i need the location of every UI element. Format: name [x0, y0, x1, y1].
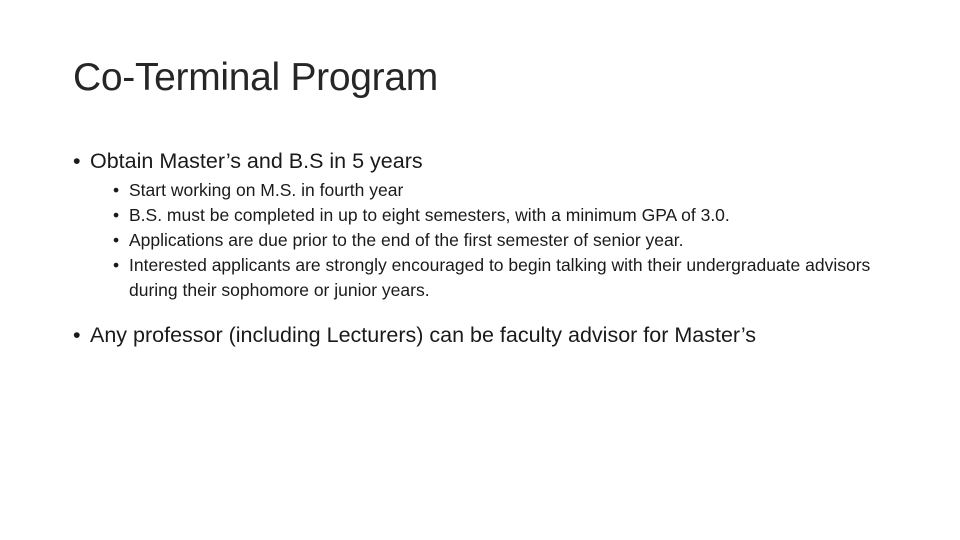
- bullet-point: [73, 146, 933, 176]
- bullet-icon: •: [73, 323, 81, 347]
- bullet-icon: •: [113, 180, 120, 200]
- bullet-icon: •: [113, 255, 120, 275]
- sub-bullet-text: Start working on M.S. in fourth year: [129, 180, 404, 200]
- slide-title: Co-Terminal Program: [73, 56, 438, 99]
- sub-bullet-text: B.S. must be completed in up to eight semesters, with a minimum GPA of 3.0.: [129, 205, 730, 225]
- sub-bullet-point: [73, 253, 933, 303]
- sub-bullet-list: [73, 178, 933, 303]
- bullet-point: [73, 320, 933, 350]
- bullet-text: Any professor (including Lecturers) can be faculty advisor for Master’s: [90, 323, 756, 347]
- bullet-icon: •: [73, 149, 81, 173]
- bullet-text: Obtain Master’s and B.S in 5 years: [90, 149, 423, 173]
- sub-bullet-text: Applications are due prior to the end of the first semester of senior year.: [129, 230, 684, 250]
- sub-bullet-point: [73, 203, 933, 228]
- bullet-icon: •: [113, 205, 120, 225]
- slide-body: [73, 146, 933, 350]
- sub-bullet-point: [73, 178, 933, 203]
- sub-bullet-point: [73, 228, 933, 253]
- bullet-icon: •: [113, 230, 120, 250]
- sub-bullet-text: Interested applicants are strongly encouraged to begin talking with their undergraduate advisors during their sophomore or junior years.: [129, 255, 871, 300]
